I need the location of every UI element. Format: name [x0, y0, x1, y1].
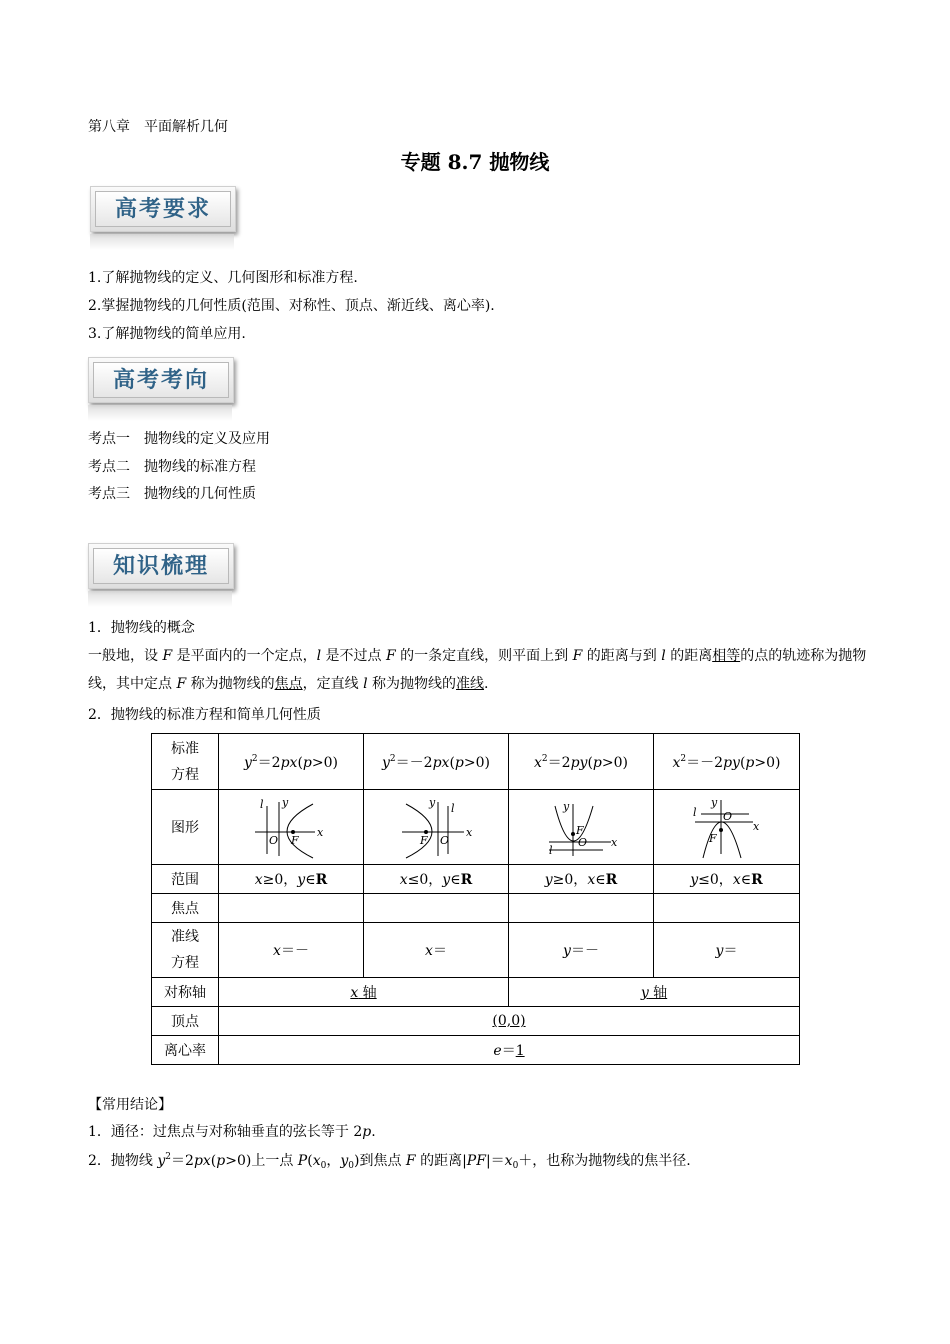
row-label-figure: 图形	[152, 790, 219, 865]
term-focus: 焦点	[274, 676, 303, 692]
svg-text:F: F	[708, 832, 717, 845]
parabola-right-figure	[251, 794, 331, 860]
focus-cell	[654, 894, 800, 923]
row-label-axis: 对称轴	[152, 978, 219, 1007]
svg-text:y: y	[282, 796, 289, 809]
focus-cell	[364, 894, 509, 923]
row-label-range: 范围	[152, 865, 219, 894]
svg-text:x: x	[466, 826, 473, 839]
banner-requirements	[90, 186, 236, 232]
svg-text:O: O	[722, 810, 732, 823]
range-cell: x≤0，y∈R	[364, 865, 509, 894]
figure-cell	[219, 790, 364, 865]
svg-text:y: y	[710, 796, 717, 809]
svg-text:F: F	[291, 834, 299, 847]
row-label-vertex: 顶点	[152, 1007, 219, 1036]
svg-text:x: x	[752, 820, 759, 833]
banner-knowledge	[88, 543, 234, 589]
table-row	[152, 790, 800, 865]
directrix-cell: y＝－	[509, 923, 654, 978]
row-label-directrix: 准线 方程	[152, 923, 219, 978]
svg-text:x: x	[611, 836, 618, 849]
definition-paragraph: 一般地，设 F 是平面内的一个定点，l 是不过点 F 的一条定直线，则平面上到 F 的距离与到 l 的距离相等的点的轨迹称为抛物线，其中定点 F 称为抛物线的焦点，定直线 l 称为抛物线的准线.	[88, 648, 867, 692]
vertex-cell: (0,0)	[219, 1007, 800, 1036]
range-cell: y≤0，x∈R	[654, 865, 800, 894]
svg-text:O: O	[578, 836, 588, 849]
figure-cell	[654, 790, 800, 865]
parabola-down-figure	[687, 794, 767, 860]
range-cell: x≥0，y∈R	[219, 865, 364, 894]
page-title: 专题 8.7 抛物线	[400, 150, 550, 174]
directrix-cell: x＝－	[219, 923, 364, 978]
eccentricity-cell: e＝1	[219, 1036, 800, 1065]
svg-text:y: y	[429, 796, 436, 809]
exam-point-3: 考点三 抛物线的几何性质	[88, 486, 256, 502]
focus-cell	[219, 894, 364, 923]
equation-cell: $y^2=-2px(p>0)$	[364, 734, 509, 790]
table-row	[152, 1036, 800, 1065]
svg-text:y: y	[563, 800, 570, 813]
svg-text:x: x	[317, 826, 324, 839]
requirement-3: 3.了解抛物线的简单应用.	[88, 326, 246, 342]
parabola-up-figure	[541, 794, 621, 860]
conclusion-2: 2．抛物线 $y^2=2px(p>0)$上一点 $P(x_0$，$y_0$)到焦点 F 的距离$|PF|=x_0+$，也称为抛物线的焦半径.	[88, 1152, 691, 1171]
figure-cell	[509, 790, 654, 865]
svg-text:l: l	[692, 806, 697, 819]
directrix-cell: y＝	[654, 923, 800, 978]
equation-cell: $x^2=2py(p>0)$	[509, 734, 654, 790]
directrix-cell: x＝	[364, 923, 509, 978]
svg-text:F: F	[576, 824, 584, 837]
table-row	[152, 894, 800, 923]
requirement-1: 1.了解抛物线的定义、几何图形和标准方程.	[88, 270, 358, 286]
banner-knowledge-label: 知识梳理	[93, 548, 229, 584]
equation-cell: $y^2=2px(p>0)$	[219, 734, 364, 790]
svg-text:O: O	[269, 834, 279, 847]
axis-cell-x: x 轴	[219, 978, 509, 1007]
term-equal: 相等	[712, 648, 741, 664]
row-label-equation: 标准 方程	[152, 734, 219, 790]
svg-text:F: F	[420, 834, 428, 847]
svg-text:l: l	[451, 802, 455, 815]
banner-directions-label: 高考考向	[93, 362, 229, 398]
focus-cell	[509, 894, 654, 923]
table-row	[152, 978, 800, 1007]
axis-cell-y: y 轴	[509, 978, 800, 1007]
svg-text:O: O	[440, 834, 450, 847]
figure-cell	[364, 790, 509, 865]
range-cell: y≥0，x∈R	[509, 865, 654, 894]
table-row	[152, 865, 800, 894]
banner-reflection	[90, 234, 234, 250]
svg-text:l: l	[549, 844, 553, 857]
exam-point-1: 考点一 抛物线的定义及应用	[88, 431, 270, 447]
table-row	[152, 1007, 800, 1036]
conclusion-heading: 【常用结论】	[88, 1097, 172, 1113]
svg-text:l: l	[260, 798, 264, 811]
chapter-heading: 第八章 平面解析几何	[88, 119, 228, 135]
banner-requirements-label: 高考要求	[95, 191, 231, 227]
section-1-heading: 1．抛物线的概念	[88, 620, 195, 636]
table-row	[152, 923, 800, 978]
section-2-heading: 2．抛物线的标准方程和简单几何性质	[88, 707, 321, 723]
equation-cell: $x^2=-2py(p>0)$	[654, 734, 800, 790]
banner-reflection	[88, 405, 232, 421]
exam-point-2: 考点二 抛物线的标准方程	[88, 459, 256, 475]
parabola-properties-table	[151, 733, 800, 1065]
parabola-left-figure	[396, 794, 476, 860]
requirement-2: 2.掌握抛物线的几何性质(范围、对称性、顶点、渐近线、离心率).	[88, 298, 495, 314]
banner-directions	[88, 357, 234, 403]
table-row	[152, 734, 800, 790]
row-label-eccentricity: 离心率	[152, 1036, 219, 1065]
banner-reflection	[88, 591, 232, 607]
conclusion-1: 1．通径：过焦点与对称轴垂直的弦长等于 2p.	[88, 1124, 376, 1140]
term-directrix: 准线	[456, 676, 485, 692]
row-label-focus: 焦点	[152, 894, 219, 923]
